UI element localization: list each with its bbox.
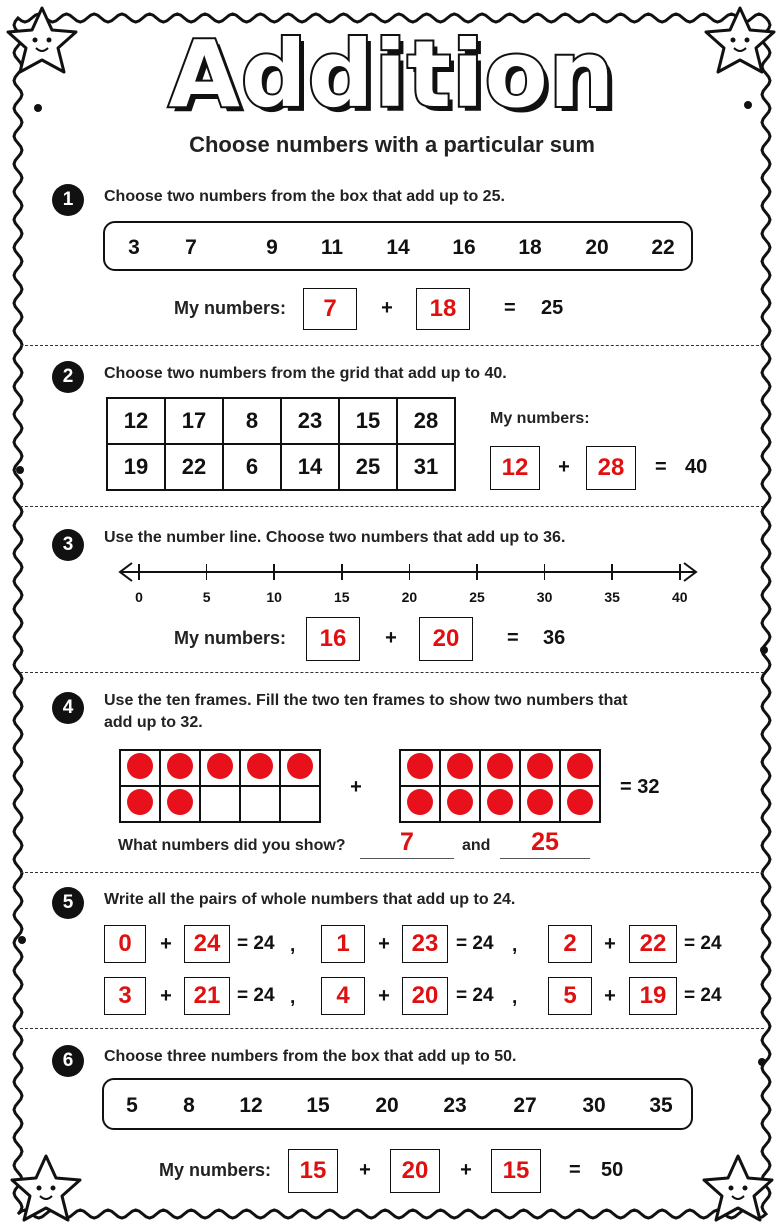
counter-dot bbox=[287, 753, 313, 779]
grid-cell: 8 bbox=[223, 398, 281, 444]
number-line-tick-label: 20 bbox=[401, 589, 418, 605]
ten-frame-row bbox=[120, 786, 320, 822]
question-4-badge: 4 bbox=[52, 692, 84, 724]
q6-answer-box-b[interactable]: 20 bbox=[390, 1149, 440, 1193]
ten-frame-cell[interactable] bbox=[160, 786, 200, 822]
ten-frame-row bbox=[400, 786, 600, 822]
counter-dot bbox=[567, 753, 593, 779]
question-4-text-line1: Use the ten frames. Fill the two ten frames to show two numbers that bbox=[104, 692, 628, 709]
counter-dot bbox=[447, 789, 473, 815]
q1-box-number: 16 bbox=[452, 236, 476, 259]
counter-dot bbox=[527, 789, 553, 815]
ten-frame-cell[interactable] bbox=[480, 750, 520, 786]
q6-box-number: 12 bbox=[239, 1094, 263, 1117]
number-line-tick bbox=[273, 564, 275, 580]
q2-my-numbers-label: My numbers: bbox=[490, 410, 590, 427]
number-line-tick-label: 10 bbox=[266, 589, 282, 605]
q4-plus: + bbox=[350, 776, 362, 798]
ten-frame-cell[interactable] bbox=[440, 750, 480, 786]
question-2-text: Choose two numbers from the grid that add up to 40. bbox=[104, 365, 507, 382]
q5-answer-box[interactable]: 2 bbox=[548, 925, 592, 963]
q5-answer-box[interactable]: 19 bbox=[629, 977, 677, 1015]
number-line-tick bbox=[341, 564, 343, 580]
section-divider bbox=[20, 1028, 764, 1029]
ten-frame-cell[interactable] bbox=[120, 786, 160, 822]
q4-answer-b: 25 bbox=[531, 828, 559, 856]
grid-cell: 23 bbox=[281, 398, 339, 444]
q6-plus: + bbox=[460, 1159, 472, 1181]
section-divider bbox=[20, 672, 764, 673]
q5-answer-box[interactable]: 24 bbox=[184, 925, 230, 963]
q6-answer-box-c[interactable]: 15 bbox=[491, 1149, 541, 1193]
question-6-badge: 6 bbox=[52, 1045, 84, 1077]
q4-answer-line-a[interactable] bbox=[360, 828, 454, 859]
grid-cell: 22 bbox=[165, 444, 223, 490]
q1-equals: = bbox=[504, 297, 516, 319]
number-line-tick bbox=[544, 564, 546, 580]
counter-dot bbox=[167, 753, 193, 779]
q1-box-number: 22 bbox=[651, 236, 675, 259]
q3-my-numbers-label: My numbers: bbox=[174, 628, 287, 648]
q6-box-number: 15 bbox=[306, 1094, 330, 1117]
ten-frame-row bbox=[400, 750, 600, 786]
ten-frame-cell[interactable] bbox=[160, 750, 200, 786]
question-5-badge: 5 bbox=[52, 887, 84, 919]
counter-dot bbox=[447, 753, 473, 779]
q5-answer-box[interactable]: 22 bbox=[629, 925, 677, 963]
q5-comma: , bbox=[512, 987, 518, 1008]
number-line-tick-label: 30 bbox=[536, 589, 553, 605]
grid-cell: 17 bbox=[165, 398, 223, 444]
q5-comma: , bbox=[290, 987, 296, 1008]
q5-answer-box[interactable]: 3 bbox=[104, 977, 146, 1015]
q4-question: What numbers did you show? bbox=[118, 837, 346, 854]
q6-box-number: 35 bbox=[649, 1094, 673, 1117]
q3-plus: + bbox=[385, 627, 397, 649]
ten-frame-cell[interactable] bbox=[240, 750, 280, 786]
number-line-tick-label: 0 bbox=[135, 589, 143, 605]
grid-cell: 31 bbox=[397, 444, 455, 490]
q5-answer-box[interactable]: 23 bbox=[402, 925, 448, 963]
q6-box-number: 8 bbox=[183, 1094, 195, 1117]
ten-frame-cell[interactable] bbox=[520, 750, 560, 786]
q2-plus: + bbox=[558, 456, 570, 478]
q5-plus: + bbox=[378, 985, 390, 1007]
q1-answer-box-a[interactable]: 7 bbox=[303, 288, 357, 330]
counter-dot bbox=[487, 789, 513, 815]
q5-eq-sum: = 24 bbox=[684, 985, 722, 1006]
q4-ten-frame-1 bbox=[119, 749, 321, 823]
ten-frame-cell[interactable] bbox=[280, 786, 320, 822]
q1-box-number: 3 bbox=[128, 236, 140, 259]
ten-frame-cell[interactable] bbox=[520, 786, 560, 822]
q5-answer-box[interactable]: 20 bbox=[402, 977, 448, 1015]
q5-plus: + bbox=[604, 933, 616, 955]
ten-frame-cell[interactable] bbox=[400, 786, 440, 822]
ten-frame-cell[interactable] bbox=[120, 750, 160, 786]
page-title: Addition bbox=[168, 21, 616, 128]
number-line-tick-label: 25 bbox=[469, 589, 485, 605]
q1-box-number: 7 bbox=[185, 236, 197, 259]
q4-answer-line-b[interactable] bbox=[500, 828, 590, 859]
q3-sum: 36 bbox=[543, 627, 566, 649]
q6-box-number: 23 bbox=[443, 1094, 467, 1117]
question-4-text-line2: add up to 32. bbox=[104, 714, 203, 731]
counter-dot bbox=[407, 789, 433, 815]
number-line-tick-label: 5 bbox=[202, 589, 211, 605]
number-line-tick-label: 40 bbox=[672, 589, 688, 605]
q6-answer-box-a[interactable]: 15 bbox=[288, 1149, 338, 1193]
section-divider bbox=[20, 345, 764, 346]
q5-plus: + bbox=[160, 933, 172, 955]
q5-comma: , bbox=[512, 935, 518, 956]
q5-answer-box[interactable]: 5 bbox=[548, 977, 592, 1015]
question-3-text: Use the number line. Choose two numbers that add up to 36. bbox=[104, 529, 566, 546]
q5-answer-box[interactable]: 21 bbox=[184, 977, 230, 1015]
q2-number-grid bbox=[106, 397, 456, 491]
counter-dot bbox=[247, 753, 273, 779]
q5-plus: + bbox=[160, 985, 172, 1007]
number-line-tick-label: 35 bbox=[604, 589, 620, 605]
q1-box-number: 18 bbox=[518, 236, 542, 259]
ten-frame-cell[interactable] bbox=[400, 750, 440, 786]
ten-frame-cell[interactable] bbox=[240, 786, 280, 822]
counter-dot bbox=[407, 753, 433, 779]
grid-cell: 15 bbox=[339, 398, 397, 444]
grid-cell: 28 bbox=[397, 398, 455, 444]
q6-box-number: 27 bbox=[513, 1094, 537, 1117]
grid-cell: 25 bbox=[339, 444, 397, 490]
ten-frame-row bbox=[120, 750, 320, 786]
number-line-tick bbox=[611, 564, 613, 580]
counter-dot bbox=[127, 753, 153, 779]
q1-box-number: 20 bbox=[585, 236, 609, 259]
section-divider bbox=[20, 872, 764, 873]
question-2-badge: 2 bbox=[52, 361, 84, 393]
q2-answer-box-a[interactable]: 12 bbox=[490, 446, 540, 490]
q1-plus: + bbox=[381, 297, 393, 319]
number-line-tick-label: 15 bbox=[334, 589, 350, 605]
question-5-text: Write all the pairs of whole numbers that add up to 24. bbox=[104, 891, 516, 908]
q5-answer-box[interactable]: 1 bbox=[321, 925, 365, 963]
ten-frame-cell[interactable] bbox=[480, 786, 520, 822]
ten-frame-cell[interactable] bbox=[200, 750, 240, 786]
q1-box-number: 14 bbox=[386, 236, 410, 259]
counter-dot bbox=[127, 789, 153, 815]
ten-frame-cell[interactable] bbox=[200, 786, 240, 822]
q1-box-number: 11 bbox=[320, 236, 344, 259]
q6-sum: 50 bbox=[601, 1159, 624, 1181]
grid-cell: 12 bbox=[107, 398, 165, 444]
q5-plus: + bbox=[604, 985, 616, 1007]
q2-equals: = bbox=[655, 456, 667, 478]
q5-plus: + bbox=[378, 933, 390, 955]
q1-box-number: 9 bbox=[266, 236, 278, 259]
q4-and: and bbox=[462, 837, 491, 854]
q5-answer-box[interactable]: 4 bbox=[321, 977, 365, 1015]
q6-box-number: 5 bbox=[126, 1094, 138, 1117]
counter-dot bbox=[207, 753, 233, 779]
number-line-tick bbox=[206, 564, 208, 580]
q6-my-numbers-label: My numbers: bbox=[159, 1160, 272, 1180]
q3-answer-box-a[interactable]: 16 bbox=[306, 617, 360, 661]
q5-answer-box[interactable]: 0 bbox=[104, 925, 146, 963]
grid-cell: 19 bbox=[107, 444, 165, 490]
counter-dot bbox=[567, 789, 593, 815]
q6-plus: + bbox=[359, 1159, 371, 1181]
q3-equals: = bbox=[507, 627, 519, 649]
q4-answer-a: 7 bbox=[400, 828, 414, 856]
counter-dot bbox=[167, 789, 193, 815]
q6-box-number: 30 bbox=[582, 1094, 606, 1117]
q6-number-box bbox=[102, 1078, 693, 1130]
q4-ten-frame-2 bbox=[399, 749, 601, 823]
q1-sum: 25 bbox=[541, 297, 564, 319]
number-line-tick bbox=[679, 564, 681, 580]
number-line-tick bbox=[138, 564, 140, 580]
q4-equals-sum: = 32 bbox=[620, 776, 660, 798]
q3-answer-box-b[interactable]: 20 bbox=[419, 617, 473, 661]
counter-dot bbox=[527, 753, 553, 779]
question-6-text: Choose three numbers from the box that add up to 50. bbox=[104, 1048, 517, 1065]
q5-eq-sum: = 24 bbox=[684, 933, 722, 954]
ten-frame-cell[interactable] bbox=[440, 786, 480, 822]
question-3-badge: 3 bbox=[52, 529, 84, 561]
q6-equals: = bbox=[569, 1159, 581, 1181]
page-subtitle: Choose numbers with a particular sum bbox=[189, 132, 595, 157]
counter-dot bbox=[487, 753, 513, 779]
q1-answer-box-b[interactable]: 18 bbox=[416, 288, 470, 330]
q2-answer-box-b[interactable]: 28 bbox=[586, 446, 636, 490]
q5-eq-sum: = 24 bbox=[456, 985, 494, 1006]
q1-my-numbers-label: My numbers: bbox=[174, 298, 287, 318]
ten-frame-cell[interactable] bbox=[280, 750, 320, 786]
q5-eq-sum: = 24 bbox=[456, 933, 494, 954]
grid-row bbox=[107, 444, 455, 490]
ten-frame-cell[interactable] bbox=[560, 750, 600, 786]
q6-box-number: 20 bbox=[375, 1094, 399, 1117]
section-divider bbox=[20, 506, 764, 507]
ten-frame-cell[interactable] bbox=[560, 786, 600, 822]
question-1-badge: 1 bbox=[52, 184, 84, 216]
grid-cell: 14 bbox=[281, 444, 339, 490]
number-line-tick bbox=[409, 564, 411, 580]
q2-sum: 40 bbox=[685, 456, 708, 478]
q5-comma: , bbox=[290, 935, 296, 956]
q5-eq-sum: = 24 bbox=[237, 933, 275, 954]
grid-row bbox=[107, 398, 455, 444]
q5-eq-sum: = 24 bbox=[237, 985, 275, 1006]
q1-number-box bbox=[103, 221, 693, 271]
question-1-text: Choose two numbers from the box that add up to 25. bbox=[104, 188, 505, 205]
grid-cell: 6 bbox=[223, 444, 281, 490]
number-line-tick bbox=[476, 564, 478, 580]
